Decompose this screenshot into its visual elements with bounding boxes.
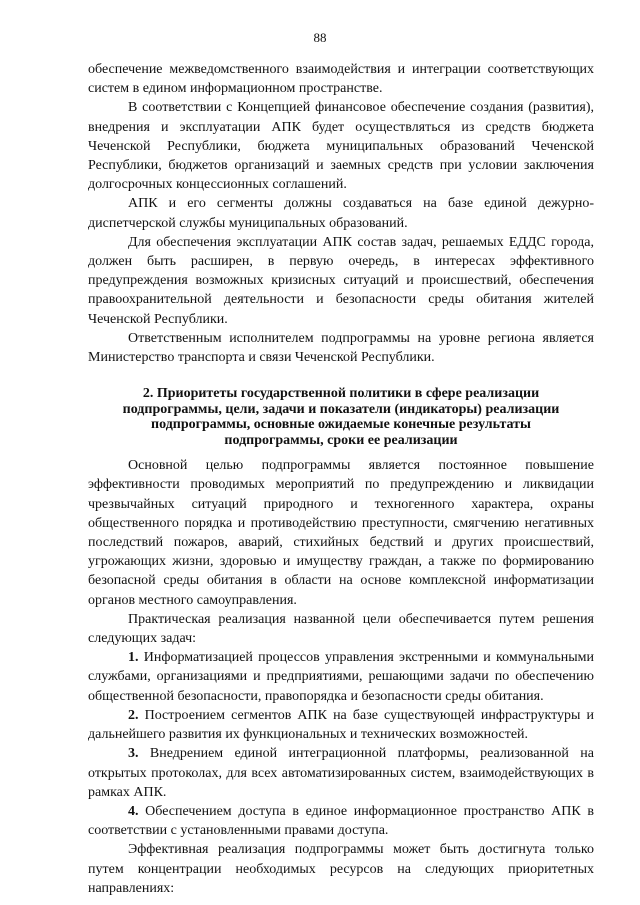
section-heading-line: 2. Приоритеты государственной политики в сфере реализации [142,386,540,402]
section-heading-line: подпрограммы, основные ожидаемые конечные результаты [151,417,531,433]
intro-paragraph-4: Для обеспечения эксплуатации АПК состав задач, решаемых ЕДДС города, должен быть расширен, в первую очередь, в интересах эффективного предупреждения возможных кризисных ситуаций и происшествий, обеспечения правоохранительной деятельности и безопасности среды обитания жителей Чеченской Республики. [88,234,594,327]
section-heading-line: подпрограммы, цели, задачи и показатели (индикаторы) реализации [122,401,560,417]
task-text: Построением сегментов АПК на базе существующей инфраструктуры и дальнейшего развития их функциональных и технических возможностей. [88,707,595,743]
task-item-1 [88,648,594,706]
intro-paragraph-2: В соответствии с Концепцией финансовое обеспечение создания (развития), внедрения и эксплуатации АПК будет осуществляться из средств бюджета Чеченской Республики, бюджета муниципальных образований Чеченской Республики, бюджетов организаций и заемных средств при условии заключения долгосрочных концессионных соглашений. [88,100,594,193]
task-text: Информатизацией процессов управления экстренными и коммунальными службами, организациями и предприятиями, решающими задачи по обеспечению общественной безопасности, правопорядка и безопасности среды обитания. [88,650,595,704]
intro-paragraph-1: обеспечение межведомственного взаимодействия и интеграции соответствующих систем в едином информационном пространстве. [88,62,594,97]
page-content [88,60,594,898]
intro-paragraph-5: Ответственным исполнителем подпрограммы на уровне региона является Министерство транспорта и связи Чеченской Республики. [88,330,594,366]
task-item-4 [88,802,594,840]
task-number: 2. [128,707,139,723]
task-text: Обеспечением доступа в единое информационное пространство АПК в соответствии с установленными правами доступа. [88,803,594,839]
task-item-2 [88,706,594,744]
section-heading [88,386,594,448]
section-heading-line: подпрограммы, сроки ее реализации [224,432,458,448]
closing-paragraph: Эффективная реализация подпрограммы может быть достигнута только путем концентрации необходимых ресурсов на следующих приоритетных направлениях: [88,842,594,896]
goal-paragraph: Основной целью подпрограммы является постоянное повышение эффективности проводимых мероприятий по предупреждению и ликвидации чрезвычайных ситуаций природного и техногенного характера, охраны общественного порядка и противодействию преступности, смягчению негативных последствий пожаров, аварий, стихийных бедствий и других происшествий, угрожающих жизни, здоровью и имуществу граждан, а также по формированию безопасной среды обитания в области на основе комплексной информатизации органов местного самоуправления. [88,458,594,608]
task-item-3 [88,744,594,802]
task-number: 1. [128,650,139,666]
task-number: 3. [128,746,139,762]
task-text: Внедрением единой интеграционной платформы, реализованной на открытых протоколах, для всех автоматизированных систем, взаимодействующих в рамках АПК. [88,746,594,800]
intro-paragraph-3: АПК и его сегменты должны создаваться на базе единой дежурно-диспетчерской службы муниципальных образований. [88,196,594,231]
page-number: 88 [313,30,327,45]
tasks-intro-paragraph: Практическая реализация названной цели обеспечивается путем решения следующих задач: [88,611,594,647]
task-number: 4. [128,803,139,819]
